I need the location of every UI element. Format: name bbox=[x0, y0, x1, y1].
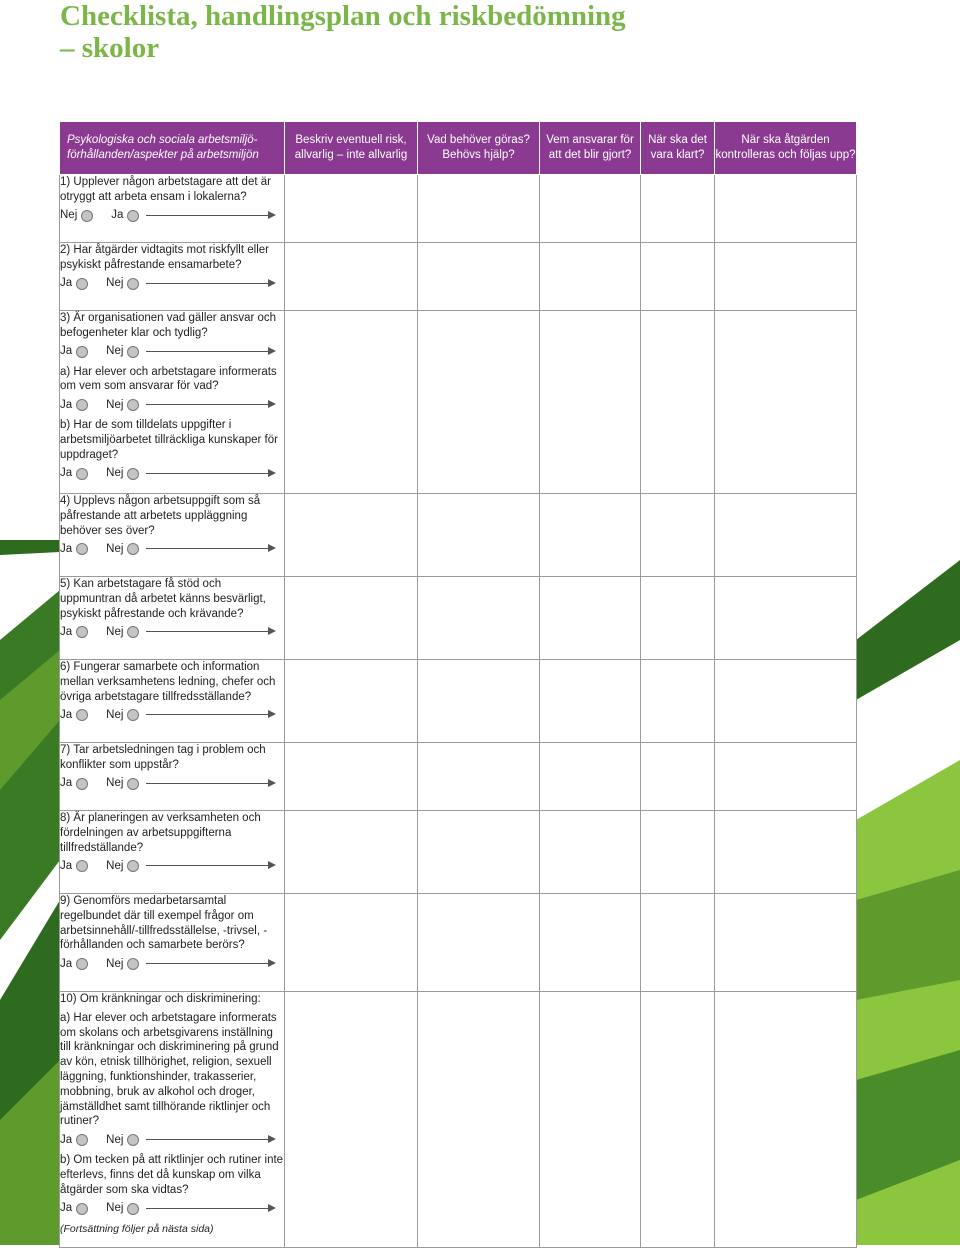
ja-radio[interactable] bbox=[76, 626, 88, 638]
answer-options bbox=[60, 705, 284, 725]
header-describe-risk: Beskriv eventuell risk, allvarlig – inte allvarlig bbox=[285, 122, 418, 175]
header-followup: När ska åtgärden kontrolleras och följas upp? bbox=[715, 122, 857, 175]
risk-cell[interactable] bbox=[285, 660, 418, 743]
answer-options bbox=[60, 954, 284, 974]
question-cell bbox=[60, 311, 285, 494]
action-cell[interactable] bbox=[418, 175, 540, 243]
followup-cell[interactable] bbox=[715, 175, 857, 243]
ja-radio[interactable] bbox=[76, 543, 88, 555]
question-text: a) Har elever och arbetstagare informerats om skolans och arbetsgivarens inställning till kränkningar och diskriminering på grund av kön, etnisk tillhörighet, religion, sexuell läggning, funktionshinder, trakasserier, mobbning, bruk av alkohol och droger, jämställdhet samt tillhörande riktlinjer och rutiner? bbox=[60, 1011, 279, 1128]
arrow-right-icon bbox=[146, 215, 270, 216]
risk-cell[interactable] bbox=[285, 811, 418, 894]
nej-label: Nej bbox=[106, 398, 124, 411]
table-row bbox=[60, 894, 857, 992]
question-text: 1) Upplever någon arbetstagare att det är otryggt att arbeta ensam i lokalerna? bbox=[60, 176, 271, 203]
table-row bbox=[60, 494, 857, 577]
page-title bbox=[60, 0, 626, 64]
followup-cell[interactable] bbox=[715, 894, 857, 992]
followup-cell[interactable] bbox=[715, 811, 857, 894]
ja-label: Ja bbox=[60, 625, 73, 638]
checklist-table bbox=[59, 121, 857, 1248]
arrow-right-icon bbox=[146, 865, 270, 866]
deadline-cell[interactable] bbox=[641, 577, 715, 660]
continuation-note: (Fortsättning följer på nästa sida) bbox=[60, 1222, 214, 1235]
nej-label: Nej bbox=[106, 957, 124, 970]
risk-cell[interactable] bbox=[285, 311, 418, 494]
ja-label: Ja bbox=[60, 859, 73, 872]
nej-label: Nej bbox=[106, 1133, 124, 1146]
question-text: b) Om tecken på att riktlinjer och rutiner inte efterlevs, finns det då kunskap om vilka åtgärder som ska vidtas? bbox=[60, 1154, 284, 1196]
nej-radio[interactable] bbox=[127, 1134, 139, 1146]
ja-radio[interactable] bbox=[127, 210, 139, 222]
nej-radio[interactable] bbox=[127, 958, 139, 970]
deadline-cell[interactable] bbox=[641, 894, 715, 992]
nej-radio[interactable] bbox=[127, 778, 139, 790]
arrow-right-icon bbox=[146, 1208, 270, 1209]
question-text: 8) Är planeringen av verksamheten och fördelningen av arbetsuppgifterna tillfredställande? bbox=[60, 812, 261, 854]
risk-cell[interactable] bbox=[285, 743, 418, 811]
question-cell bbox=[60, 894, 285, 992]
header-aspects: Psykologiska och sociala arbetsmiljö-förhållanden/aspekter på arbetsmiljön bbox=[60, 122, 285, 175]
responsible-cell[interactable] bbox=[540, 743, 641, 811]
risk-cell[interactable] bbox=[285, 494, 418, 577]
header-deadline: När ska det vara klart? bbox=[641, 122, 715, 175]
responsible-cell[interactable] bbox=[540, 660, 641, 743]
nej-radio[interactable] bbox=[81, 210, 93, 222]
responsible-cell[interactable] bbox=[540, 811, 641, 894]
ja-label: Ja bbox=[60, 398, 73, 411]
header-what-to-do: Vad behöver göras? Behövs hjälp? bbox=[418, 122, 540, 175]
question-text: 10) Om kränkningar och diskriminering: bbox=[60, 993, 261, 1005]
ja-radio[interactable] bbox=[76, 709, 88, 721]
ja-label: Ja bbox=[60, 1202, 73, 1215]
nej-label: Nej bbox=[106, 542, 124, 555]
question-cell bbox=[60, 743, 285, 811]
question-text: 3) Är organisationen vad gäller ansvar och befogenheter klar och tydlig? bbox=[60, 312, 277, 339]
action-cell[interactable] bbox=[418, 577, 540, 660]
risk-cell[interactable] bbox=[285, 243, 418, 311]
nej-radio[interactable] bbox=[127, 468, 139, 480]
nej-label: Nej bbox=[106, 467, 124, 480]
ja-label: Ja bbox=[60, 542, 73, 555]
table-row bbox=[60, 243, 857, 311]
arrow-right-icon bbox=[146, 783, 270, 784]
ja-label: Ja bbox=[111, 209, 124, 222]
question-cell bbox=[60, 243, 285, 311]
table-row bbox=[60, 743, 857, 811]
answer-options bbox=[60, 539, 284, 559]
nej-radio[interactable] bbox=[127, 1203, 139, 1215]
answer-options bbox=[60, 342, 284, 362]
action-cell[interactable] bbox=[418, 992, 540, 1248]
answer-options bbox=[60, 206, 284, 226]
responsible-cell[interactable] bbox=[540, 311, 641, 494]
table-row bbox=[60, 811, 857, 894]
followup-cell[interactable] bbox=[715, 660, 857, 743]
ja-radio[interactable] bbox=[76, 778, 88, 790]
answer-options bbox=[60, 1130, 284, 1150]
question-cell bbox=[60, 577, 285, 660]
nej-radio[interactable] bbox=[127, 709, 139, 721]
nej-label: Nej bbox=[106, 708, 124, 721]
ja-radio[interactable] bbox=[76, 958, 88, 970]
nej-label: Nej bbox=[106, 859, 124, 872]
followup-cell[interactable] bbox=[715, 311, 857, 494]
arrow-right-icon bbox=[146, 1139, 270, 1140]
ja-label: Ja bbox=[60, 1133, 73, 1146]
table-row bbox=[60, 992, 857, 1248]
arrow-right-icon bbox=[146, 548, 270, 549]
header-row bbox=[60, 122, 857, 175]
nej-label: Nej bbox=[60, 209, 78, 222]
risk-cell[interactable] bbox=[285, 175, 418, 243]
action-cell[interactable] bbox=[418, 811, 540, 894]
ja-label: Ja bbox=[60, 708, 73, 721]
arrow-right-icon bbox=[146, 283, 270, 284]
question-cell bbox=[60, 660, 285, 743]
question-text: 2) Har åtgärder vidtagits mot riskfyllt eller psykiskt påfrestande ensamarbete? bbox=[60, 244, 269, 271]
question-cell bbox=[60, 175, 285, 243]
responsible-cell[interactable] bbox=[540, 992, 641, 1248]
nej-radio[interactable] bbox=[127, 860, 139, 872]
question-cell bbox=[60, 811, 285, 894]
deadline-cell[interactable] bbox=[641, 992, 715, 1248]
ja-radio[interactable] bbox=[76, 860, 88, 872]
responsible-cell[interactable] bbox=[540, 243, 641, 311]
action-cell[interactable] bbox=[418, 743, 540, 811]
table-row bbox=[60, 175, 857, 243]
question-text: 9) Genomförs medarbetarsamtal regelbundet där till exempel frågor om arbetsinnehåll/-tillfredsställelse, -trivsel, -förhållanden och samarbete berörs? bbox=[60, 895, 268, 952]
nej-radio[interactable] bbox=[127, 543, 139, 555]
deadline-cell[interactable] bbox=[641, 743, 715, 811]
action-cell[interactable] bbox=[418, 894, 540, 992]
responsible-cell[interactable] bbox=[540, 494, 641, 577]
risk-cell[interactable] bbox=[285, 577, 418, 660]
action-cell[interactable] bbox=[418, 311, 540, 494]
question-text: b) Har de som tilldelats uppgifter i arbetsmiljöarbetet tillräckliga kunskaper för uppdraget? bbox=[60, 419, 278, 461]
table-row bbox=[60, 311, 857, 494]
answer-options bbox=[60, 622, 284, 642]
ja-label: Ja bbox=[60, 777, 73, 790]
answer-options bbox=[60, 395, 284, 415]
title-line-2: – skolor bbox=[60, 32, 160, 64]
arrow-right-icon bbox=[146, 351, 270, 352]
table-row bbox=[60, 577, 857, 660]
deadline-cell[interactable] bbox=[641, 494, 715, 577]
arrow-right-icon bbox=[146, 404, 270, 405]
question-cell bbox=[60, 494, 285, 577]
answer-options bbox=[60, 464, 284, 484]
followup-cell[interactable] bbox=[715, 992, 857, 1248]
question-text: 7) Tar arbetsledningen tag i problem och konflikter som uppstår? bbox=[60, 744, 266, 771]
arrow-right-icon bbox=[146, 714, 270, 715]
ja-label: Ja bbox=[60, 467, 73, 480]
deadline-cell[interactable] bbox=[641, 311, 715, 494]
question-text: 5) Kan arbetstagare få stöd och uppmuntran då arbetet känns besvärligt, psykiskt påfrestande och krävande? bbox=[60, 578, 266, 620]
ja-radio[interactable] bbox=[76, 399, 88, 411]
ja-radio[interactable] bbox=[76, 278, 88, 290]
ja-radio[interactable] bbox=[76, 468, 88, 480]
ja-label: Ja bbox=[60, 957, 73, 970]
action-cell[interactable] bbox=[418, 660, 540, 743]
deadline-cell[interactable] bbox=[641, 811, 715, 894]
table-row bbox=[60, 660, 857, 743]
ja-radio[interactable] bbox=[76, 1134, 88, 1146]
answer-options bbox=[60, 774, 284, 794]
nej-label: Nej bbox=[106, 1202, 124, 1215]
question-text: 4) Upplevs någon arbetsuppgift som så påfrestande att arbetets uppläggning behöver ses över? bbox=[60, 495, 261, 537]
question-text: 6) Fungerar samarbete och information mellan verksamhetens ledning, chefer och övriga arbetstagare tillfredsställande? bbox=[60, 661, 276, 703]
arrow-right-icon bbox=[146, 963, 270, 964]
action-cell[interactable] bbox=[418, 494, 540, 577]
followup-cell[interactable] bbox=[715, 243, 857, 311]
followup-cell[interactable] bbox=[715, 577, 857, 660]
answer-options bbox=[60, 1199, 284, 1219]
header-responsible: Vem ansvarar för att det blir gjort? bbox=[540, 122, 641, 175]
nej-radio[interactable] bbox=[127, 346, 139, 358]
responsible-cell[interactable] bbox=[540, 577, 641, 660]
deadline-cell[interactable] bbox=[641, 660, 715, 743]
responsible-cell[interactable] bbox=[540, 175, 641, 243]
deadline-cell[interactable] bbox=[641, 243, 715, 311]
nej-label: Nej bbox=[106, 777, 124, 790]
answer-options bbox=[60, 856, 284, 876]
question-text: a) Har elever och arbetstagare informerats om vem som ansvarar för vad? bbox=[60, 365, 277, 393]
arrow-right-icon bbox=[146, 473, 270, 474]
ja-label: Ja bbox=[60, 345, 73, 358]
deadline-cell[interactable] bbox=[641, 175, 715, 243]
nej-label: Nej bbox=[106, 625, 124, 638]
nej-label: Nej bbox=[106, 345, 124, 358]
followup-cell[interactable] bbox=[715, 494, 857, 577]
nej-radio[interactable] bbox=[127, 626, 139, 638]
nej-radio[interactable] bbox=[127, 399, 139, 411]
arrow-right-icon bbox=[146, 631, 270, 632]
ja-label: Ja bbox=[60, 277, 73, 290]
risk-cell[interactable] bbox=[285, 894, 418, 992]
ja-radio[interactable] bbox=[76, 1203, 88, 1215]
responsible-cell[interactable] bbox=[540, 894, 641, 992]
risk-cell[interactable] bbox=[285, 992, 418, 1248]
nej-label: Nej bbox=[106, 277, 124, 290]
question-cell bbox=[60, 992, 285, 1248]
answer-options bbox=[60, 274, 284, 294]
title-line-1: Checklista, handlingsplan och riskbedömning bbox=[60, 0, 626, 32]
followup-cell[interactable] bbox=[715, 743, 857, 811]
action-cell[interactable] bbox=[418, 243, 540, 311]
nej-radio[interactable] bbox=[127, 278, 139, 290]
ja-radio[interactable] bbox=[76, 346, 88, 358]
